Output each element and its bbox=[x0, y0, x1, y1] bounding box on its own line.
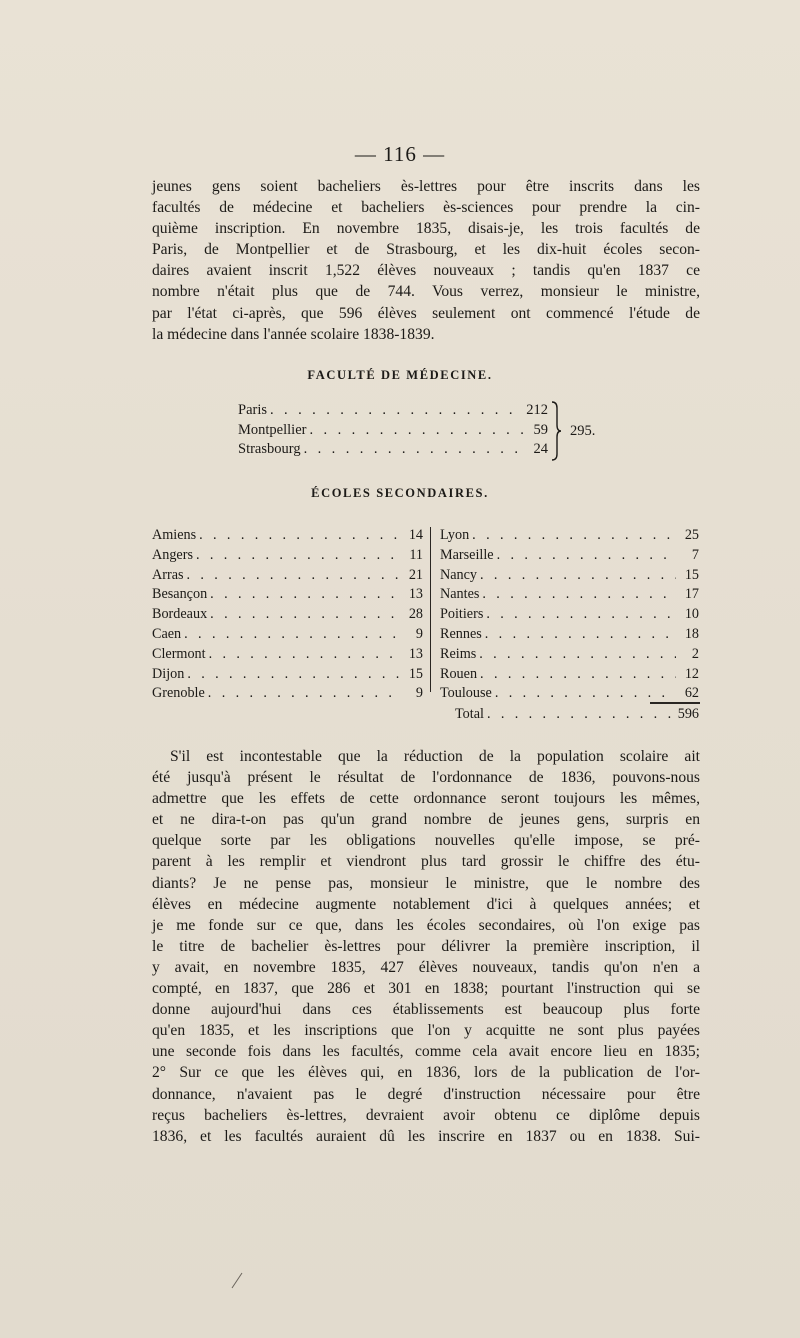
ecole-row bbox=[152, 646, 423, 666]
total-rule bbox=[650, 702, 700, 704]
ecole-name: Rennes bbox=[440, 625, 482, 642]
ecole-name: Nantes bbox=[440, 586, 480, 603]
leader-dots bbox=[497, 547, 676, 564]
ecole-row bbox=[440, 646, 699, 666]
faculte-value: 59 bbox=[533, 421, 548, 438]
text-line: quième inscription. En novembre 1835, disais-je, les trois facultés de bbox=[152, 220, 700, 238]
text-line: qu'en 1835, et les inscriptions que l'on y acquitte ne sont plus payées bbox=[152, 1022, 700, 1040]
ecole-value: 25 bbox=[684, 527, 699, 543]
leader-dots bbox=[210, 606, 400, 623]
ecole-name: Amiens bbox=[152, 527, 197, 543]
ecole-name: Marseille bbox=[440, 546, 494, 563]
text-line: parent à les remplir et viendront plus tard grossir le chiffre des étu- bbox=[152, 853, 700, 871]
leader-dots bbox=[304, 441, 525, 458]
ecole-row bbox=[152, 626, 423, 646]
ecole-value: 7 bbox=[691, 546, 699, 563]
body-paragraph bbox=[152, 746, 700, 1147]
ecole-row bbox=[440, 567, 699, 587]
ecole-value: 14 bbox=[408, 527, 423, 543]
leader-dots bbox=[196, 547, 400, 564]
faculte-row bbox=[238, 402, 548, 422]
ecoles-left-column bbox=[152, 527, 423, 705]
leader-dots bbox=[309, 422, 525, 439]
text-line: y avait, en novembre 1835, 427 élèves nouveaux, tandis qu'on n'en a bbox=[152, 958, 700, 976]
ecole-row bbox=[440, 626, 699, 646]
faculte-total: 295. bbox=[570, 423, 596, 439]
ecole-name: Bordeaux bbox=[152, 606, 208, 623]
ecole-name: Poitiers bbox=[440, 606, 484, 623]
ecole-row bbox=[440, 527, 699, 547]
text-line: 1836, et les facultés auraient dû les inscrire en 1837 ou en 1838. Sui- bbox=[152, 1127, 700, 1145]
ecole-row bbox=[152, 586, 423, 606]
ecole-name: Lyon bbox=[440, 527, 470, 543]
ecole-value: 11 bbox=[409, 546, 423, 563]
leader-dots bbox=[482, 586, 676, 603]
leader-dots bbox=[495, 685, 676, 702]
faculte-name: Paris bbox=[238, 402, 267, 418]
faculte-row bbox=[238, 441, 548, 461]
ecoles-right-column bbox=[440, 527, 699, 705]
leader-dots bbox=[199, 527, 400, 544]
ecole-value: 13 bbox=[408, 586, 423, 603]
ecole-value: 15 bbox=[684, 566, 699, 583]
intro-paragraph bbox=[152, 176, 700, 345]
leader-dots bbox=[472, 527, 676, 544]
text-line: été jusqu'à présent le résultat de l'ordonnance de 1836, pouvons-nous bbox=[152, 769, 700, 787]
ecole-value: 10 bbox=[684, 606, 699, 623]
right-brace-icon bbox=[550, 400, 562, 462]
text-line: élèves en médecine augmente notablement d'ici à quelques années; et bbox=[152, 895, 700, 913]
ecole-row bbox=[152, 666, 423, 686]
leader-dots bbox=[184, 626, 400, 643]
text-line: Paris, de Montpellier et de Strasbourg, et les dix-huit écoles secon- bbox=[152, 241, 700, 259]
text-line: daires avaient inscrit 1,522 élèves nouveaux ; tandis qu'en 1837 ce bbox=[152, 262, 700, 280]
ecole-name: Angers bbox=[152, 546, 193, 563]
leader-dots bbox=[487, 706, 675, 723]
faculte-heading: FACULTÉ DE MÉDECINE. bbox=[307, 368, 493, 382]
ecole-value: 62 bbox=[684, 685, 699, 702]
page-number: — 116 — bbox=[354, 142, 446, 166]
leader-dots bbox=[210, 586, 400, 603]
ecole-value: 12 bbox=[684, 665, 699, 682]
text-line: nombre n'était plus que de 744. Vous verrez, monsieur le ministre, bbox=[152, 283, 700, 301]
ecole-row bbox=[440, 547, 699, 567]
ecole-row bbox=[440, 606, 699, 626]
faculte-name: Montpellier bbox=[238, 421, 307, 438]
faculte-value: 24 bbox=[533, 441, 548, 457]
text-line: diants? Je ne pense pas, monsieur le ministre, que le nombre des bbox=[152, 874, 700, 892]
ecole-value: 9 bbox=[415, 625, 423, 642]
text-line: quelque sorte par les obligations nouvelles qu'elle impose, se pré- bbox=[152, 832, 700, 850]
ecoles-heading: ÉCOLES SECONDAIRES. bbox=[311, 486, 489, 500]
text-line: S'il est incontestable que la réduction de la population scolaire ait bbox=[170, 748, 700, 765]
ecole-value: 13 bbox=[408, 645, 423, 662]
ecole-name: Clermont bbox=[152, 645, 206, 662]
ecole-name: Arras bbox=[152, 566, 184, 583]
text-line: donne aujourd'hui dans ces établissements est beaucoup plus forte bbox=[152, 1001, 700, 1019]
leader-dots bbox=[480, 567, 676, 584]
leader-dots bbox=[208, 685, 400, 702]
ecole-name: Caen bbox=[152, 625, 182, 642]
ecole-name: Rouen bbox=[440, 665, 478, 682]
ecole-row bbox=[152, 685, 423, 705]
ecole-row bbox=[440, 586, 699, 606]
text-line: compté, en 1837, que 286 et 301 en 1838; pourtant l'instruction qui se bbox=[152, 980, 700, 998]
ecole-row bbox=[152, 606, 423, 626]
ecole-name: Toulouse bbox=[440, 685, 492, 702]
text-line: admettre que les effets de cette ordonnance seront toujours les mêmes, bbox=[152, 790, 700, 808]
ecole-value: 17 bbox=[684, 586, 699, 603]
ecole-row bbox=[152, 547, 423, 567]
ecole-row bbox=[152, 567, 423, 587]
text-line: la médecine dans l'année scolaire 1838-1839. bbox=[152, 325, 435, 343]
leader-dots bbox=[479, 646, 676, 663]
leader-dots bbox=[187, 666, 400, 683]
text-line: facultés de médecine et bacheliers ès-sciences pour prendre la cin- bbox=[152, 199, 700, 217]
ecole-value: 28 bbox=[408, 606, 423, 623]
ecole-value: 18 bbox=[684, 625, 699, 642]
pencil-mark-icon bbox=[230, 1270, 244, 1290]
ecole-value: 15 bbox=[408, 665, 423, 682]
faculte-row bbox=[238, 422, 548, 442]
ecole-row bbox=[440, 666, 699, 686]
ecole-row bbox=[152, 527, 423, 547]
text-line: reçus bacheliers ès-lettres, devraient avoir obtenu ce diplôme depuis bbox=[152, 1106, 700, 1124]
ecole-name: Besançon bbox=[152, 586, 208, 603]
total-value: 596 bbox=[677, 706, 699, 722]
total-label: Total bbox=[455, 706, 484, 722]
faculte-table bbox=[238, 402, 548, 461]
ecole-name: Reims bbox=[440, 645, 477, 662]
text-line: par l'état ci-après, que 596 élèves seulement ont commencé l'étude de bbox=[152, 304, 700, 322]
text-line: je me fonde sur ce que, dans les écoles secondaires, où l'on exige pas bbox=[152, 916, 700, 934]
total-row bbox=[455, 706, 699, 726]
text-line: donnance, n'avaient pas le degré d'instruction nécessaire pour être bbox=[152, 1085, 700, 1103]
leader-dots bbox=[270, 402, 523, 419]
faculte-value: 212 bbox=[526, 402, 548, 418]
ecole-value: 2 bbox=[691, 645, 699, 662]
text-line: le titre de bachelier ès-lettres pour délivrer la première inscription, il bbox=[152, 937, 700, 955]
leader-dots bbox=[187, 567, 400, 584]
text-line: une seconde fois dans les facultés, comme cela avait encore lieu en 1835; bbox=[152, 1043, 700, 1061]
text-line: 2° Sur ce que les élèves qui, en 1836, lors de la publication de l'or- bbox=[152, 1064, 700, 1082]
ecole-name: Dijon bbox=[152, 665, 185, 682]
leader-dots bbox=[486, 606, 676, 623]
faculte-name: Strasbourg bbox=[238, 441, 301, 457]
leader-dots bbox=[480, 666, 676, 683]
ecole-value: 21 bbox=[408, 566, 423, 583]
leader-dots bbox=[209, 646, 400, 663]
text-line: jeunes gens soient bacheliers ès-lettres pour être inscrits dans les bbox=[152, 178, 700, 195]
ecole-name: Grenoble bbox=[152, 685, 205, 702]
leader-dots bbox=[485, 626, 676, 643]
ecole-name: Nancy bbox=[440, 566, 478, 583]
text-line: et ne dira-t-on pas qu'un grand nombre de jeunes gens, surpris en bbox=[152, 811, 700, 829]
column-divider bbox=[430, 527, 431, 692]
ecole-value: 9 bbox=[415, 685, 423, 702]
